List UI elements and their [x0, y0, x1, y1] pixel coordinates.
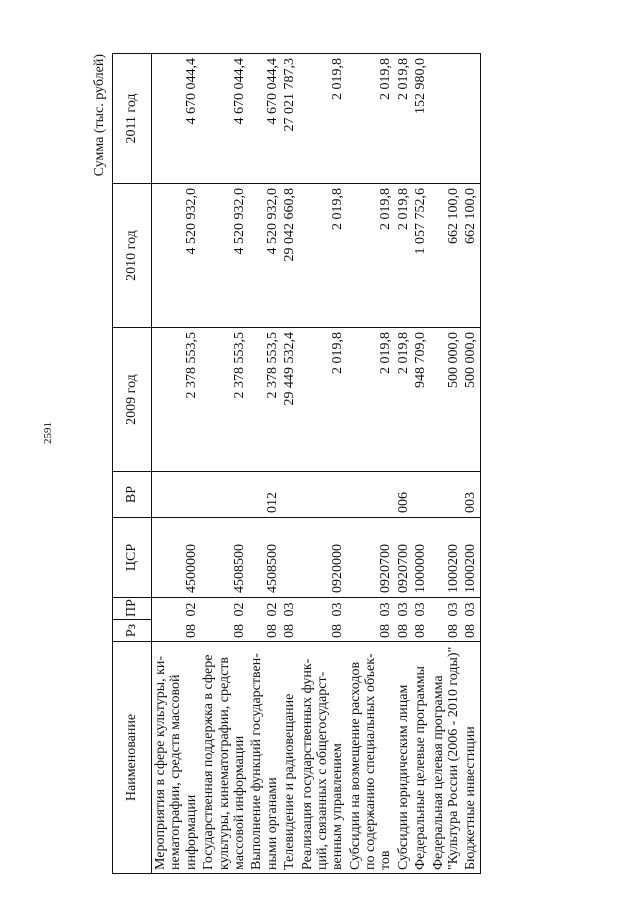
budget-table-container: [92, 54, 604, 874]
row-2009: 2 019,8: [395, 328, 412, 472]
row-pr: 03: [412, 598, 429, 620]
row-2011: 152 980,0: [412, 54, 429, 184]
row-csr: [281, 518, 298, 598]
header-pr: ПР: [113, 598, 152, 620]
row-rz: 08: [200, 620, 248, 642]
units-label: Сумма (тыс. рублей): [92, 54, 107, 177]
row-rz: 08: [248, 620, 281, 642]
row-2009: 2 019,8: [347, 328, 395, 472]
header-2011: 2011 год: [113, 54, 152, 184]
row-2009: 2 378 553,5: [248, 328, 281, 472]
row-name: Бюджетные инвестиции: [462, 642, 480, 874]
row-rz: 08: [395, 620, 412, 642]
row-pr: 02: [200, 598, 248, 620]
row-name: Федеральная целевая программа "Культура России (2006 - 2010 годы)": [430, 642, 463, 874]
row-vr: [412, 472, 429, 518]
row-rz: 08: [152, 620, 201, 642]
row-2011: 4 670 044,4: [152, 54, 201, 184]
header-rz: Рз: [113, 620, 152, 642]
row-name: Федеральные целевые программы: [412, 642, 429, 874]
table-row: [462, 54, 480, 874]
table-row: [281, 54, 298, 874]
table-row: [200, 54, 248, 874]
row-2010: 4 520 932,0: [248, 184, 281, 328]
row-name: Реализация государственных функций, связанных с общегосударственным управлением: [299, 642, 347, 874]
header-name: Наименование: [113, 642, 152, 874]
row-vr: [299, 472, 347, 518]
row-2010: 1 057 752,6: [412, 184, 429, 328]
row-csr: 0920700: [347, 518, 395, 598]
table-row: [395, 54, 412, 874]
row-2010: 2 019,8: [395, 184, 412, 328]
row-vr: [430, 472, 463, 518]
header-row: [113, 54, 152, 874]
row-rz: 08: [299, 620, 347, 642]
row-2011: 4 670 044,4: [200, 54, 248, 184]
row-csr: 4508500: [200, 518, 248, 598]
row-csr: 1000200: [430, 518, 463, 598]
row-2011: 2 019,8: [347, 54, 395, 184]
header-csr: ЦСР: [113, 518, 152, 598]
row-name: Государственная поддержка в сфере культуры, кинематографии, средств массовой информации: [200, 642, 248, 874]
row-2009: 2 378 553,5: [152, 328, 201, 472]
header-vr: ВР: [113, 472, 152, 518]
row-pr: 03: [299, 598, 347, 620]
row-2010: 4 520 932,0: [200, 184, 248, 328]
page-number: 2591: [42, 422, 54, 444]
row-vr: 006: [395, 472, 412, 518]
row-vr: [347, 472, 395, 518]
row-pr: 02: [152, 598, 201, 620]
row-2010: 2 019,8: [347, 184, 395, 328]
row-pr: 03: [395, 598, 412, 620]
row-csr: 1000000: [412, 518, 429, 598]
header-2009: 2009 год: [113, 328, 152, 472]
table-row: [347, 54, 395, 874]
row-vr: [281, 472, 298, 518]
row-name: Выполнение функций государственными органами: [248, 642, 281, 874]
row-vr: [200, 472, 248, 518]
row-2009: 500 000,0: [430, 328, 463, 472]
row-rz: 08: [430, 620, 463, 642]
row-csr: 4500000: [152, 518, 201, 598]
row-name: Субсидии юридическим лицам: [395, 642, 412, 874]
row-2010: 662 100,0: [430, 184, 463, 328]
row-2011: 4 670 044,4: [248, 54, 281, 184]
row-2009: 2 378 553,5: [200, 328, 248, 472]
table-row: [412, 54, 429, 874]
row-2011: 2 019,8: [299, 54, 347, 184]
row-name: Телевидение и радиовещание: [281, 642, 298, 874]
row-2011: 27 021 787,3: [281, 54, 298, 184]
row-rz: 08: [412, 620, 429, 642]
table-row: [299, 54, 347, 874]
table-row: [248, 54, 281, 874]
row-name: Мероприятия в сфере культуры, кинематографии, средств массовой информации: [152, 642, 201, 874]
row-2009: 500 000,0: [462, 328, 480, 472]
row-rz: 08: [347, 620, 395, 642]
row-pr: 03: [281, 598, 298, 620]
row-csr: 4508500: [248, 518, 281, 598]
row-2011: [430, 54, 463, 184]
row-2011: [462, 54, 480, 184]
row-2009: 948 709,0: [412, 328, 429, 472]
row-2010: 29 042 660,8: [281, 184, 298, 328]
row-2010: 662 100,0: [462, 184, 480, 328]
row-2009: 29 449 532,4: [281, 328, 298, 472]
row-name: Субсидии на возмещение расходов по содержанию специальных объектов: [347, 642, 395, 874]
row-2011: 2 019,8: [395, 54, 412, 184]
row-vr: 012: [248, 472, 281, 518]
row-vr: [152, 472, 201, 518]
row-rz: 08: [281, 620, 298, 642]
row-vr: 003: [462, 472, 480, 518]
table-row: [430, 54, 463, 874]
row-2009: 2 019,8: [299, 328, 347, 472]
row-pr: 03: [462, 598, 480, 620]
row-pr: 03: [347, 598, 395, 620]
table-row: [152, 54, 201, 874]
row-2010: 2 019,8: [299, 184, 347, 328]
header-2010: 2010 год: [113, 184, 152, 328]
row-csr: 1000200: [462, 518, 480, 598]
row-pr: 02: [248, 598, 281, 620]
row-csr: 0920700: [395, 518, 412, 598]
row-rz: 08: [462, 620, 480, 642]
budget-table: [112, 53, 481, 874]
row-pr: 03: [430, 598, 463, 620]
row-2010: 4 520 932,0: [152, 184, 201, 328]
row-csr: 0920000: [299, 518, 347, 598]
